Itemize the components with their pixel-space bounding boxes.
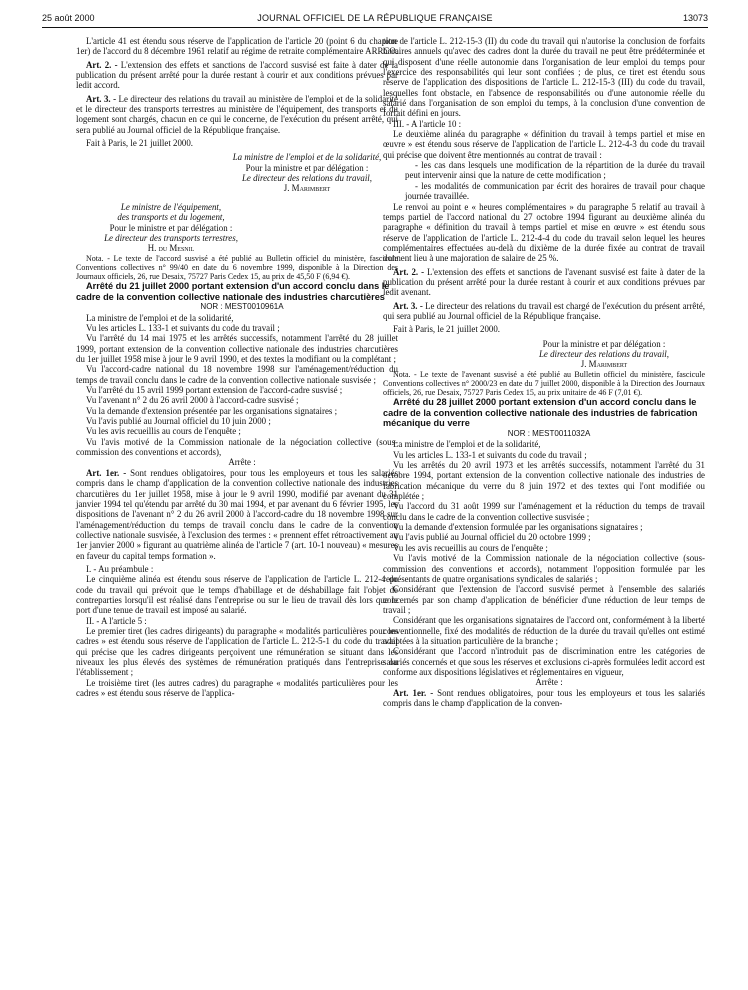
paragraph: Le deuxième alinéa du paragraphe « définition du travail à temps partiel et mise en œuvre » est étendu sous réserve de l'application de l'article L. 212-4-3 du code du travail qui précise que doivent être mentionnés au contrat de travail : [383,129,705,160]
arrete-heading: Arrête : [535,677,563,688]
article-1: Art. 1er. - Sont rendues obligatoires, pour tous les employeurs et tous les salariés compris dans le champ d'application de la conven- [383,687,705,708]
paragraph: L'article 41 est étendu sous réserve de l'application de l'article 20 (point 6 du chapitre 1er) de l'accord du 8 décembre 1961 relatif au régime de retraite complémentaire ARRCO. [76,36,398,57]
visa: Vu les articles L. 133-1 et suivants du code du travail ; [86,323,280,334]
nor-reference: NOR : MEST0011032A [507,429,591,439]
nota: Nota. - Le texte de l'avenant susvisé a été publié au Bulletin officiel du ministère, fascicule Conventions collectives n° 2000/23 en date du 7 juillet 2000, disponible à la Direction des Journaux officiels, 26, rue Desaix, 75727 Paris Cedex 15, au prix unitaire de 46 F (7,01 €). [383,369,705,398]
list-item: - les cas dans lesquels une modification de la répartition de la durée du travail peut intervenir ainsi que la nature de cette modification ; [405,160,705,181]
paragraph: Le renvoi au point e « heures complémentaires » du paragraphe 5 relatif au travail à temps partiel de l'accord national du 27 octobre 1994 figurant au deuxième alinéa du paragraphe « définition du travail à temps partiel et mise en œuvre » est étendu sous réserve de l'application de l'article L. 212-4-4 du code du travail selon lequel les heures complémentaires effectuées au-delà du dixième de la durée fixée au contrat de travail donnent lieu à une majoration de salaire de 25 %. [383,201,705,264]
decree-title: Arrêté du 28 juillet 2000 portant extension d'un accord conclu dans le cadre de la convention collective nationale des industries de fabrication mécanique du verre [383,397,698,429]
article-3: Art. 3. - Le directeur des relations du travail est chargé de l'exécution du présent arrêté, qui sera publié au Journal officiel de la République française. [383,300,705,321]
fait-a-paris: Fait à Paris, le 21 juillet 2000. [86,138,193,149]
visa: Vu les articles L. 133-1 et suivants du code du travail ; [393,449,587,460]
article-2: Art. 2. - L'extension des effets et sanctions de l'accord susvisé est faite à dater de la publication du présent arrêté pour la durée restant à courir et aux conditions prévues par ledit accord. [76,59,398,91]
nota: Nota. - Le texte de l'accord susvisé a été publié au Bulletin officiel du ministère, fascicule Conventions collectives n° 99/40 en date du 6 novembre 1999, disponible à la Direction des Journaux officiels, 26, rue Desaix, 75727 Paris Cedex 15, au prix de 45,50 F (6,94 €). [76,253,398,281]
visa: Vu l'arrêté du 15 avril 1999 portant extension de l'accord-cadre susvisé ; [86,385,343,396]
decree-title: Arrêté du 21 juillet 2000 portant extension d'un accord conclu dans le cadre de la convention collective nationale des industries charcutières [76,281,390,302]
visa: Vu les avis recueillis au cours de l'enquête ; [86,426,241,437]
visa: Vu l'avis publié au Journal officiel du 10 juin 2000 ; [86,416,271,427]
visa: Vu les avis recueillis au cours de l'enquête ; [393,542,548,553]
visa: Vu l'avis motivé de la Commission nationale de la négociation collective (sous-commission des conventions et accords), [76,436,398,458]
signature-block: Le ministre de l'équipement, des transports et du logement, Pour le ministre et par délégation : Le directeur des transports terrestres, H. du Mesnil [104,201,238,254]
visa: Vu la demande d'extension formulée par les organisations signataires ; [393,522,643,533]
visa: Vu l'avenant n° 2 du 26 avril 2000 à l'accord-cadre susvisé ; [86,395,299,406]
signature-block: La ministre de l'emploi et de la solidarité, Pour la ministre et par délégation : Le directeur des relations du travail, J. Marimbert [232,152,382,194]
section-heading: II. - A l'article 5 : [86,615,147,626]
visa: Vu la demande d'extension présentée par les organisations signataires ; [86,405,338,416]
nor-reference: NOR : MEST0010961A [200,302,284,312]
issue-date: 25 août 2000 [42,13,95,23]
considerant: Considérant que les organisations signataires de l'accord ont, conformément à la liberté conventionnelle, fixé des modalités de réduction de la durée du travail qu'elles ont estimé adaptées à la situation particulière de la branche ; [383,615,705,646]
paragraph: Le troisième tiret (les autres cadres) du paragraphe « modalités particulières pour les cadres » est étendu sous réserve de l'applica- [76,677,398,699]
header-rule [42,27,708,28]
paragraph: tion de l'article L. 212-15-3 (II) du code du travail qui n'autorise la conclusion de forfaits horaires annuels qu'avec des cadres dont la durée du travail ne peut être prédéterminée et qui disposent d'une réelle autonomie dans l'organisation de leur emploi du temps pour l'exercice des responsabilités qui leur sont confiées ; de plus, ce tiret est étendu sous réserve de l'application des dispositions de l'article L. 212-15-3 (III) du code du travail, lesquelles font obstacle, en l'absence de responsabilités ou d'une autonomie réelle du salarié dans l'organisation de son emploi du temps, à la conclusion d'une convention de forfait défini en jours. [383,36,705,119]
list-item: - les modalités de communication par écrit des horaires de travail pour chaque journée travaillée. [405,180,705,202]
left-column [76,36,398,698]
section-heading: III. - A l'article 10 : [393,118,462,129]
article-3: Art. 3. - Le directeur des relations du travail au ministère de l'emploi et de la solidarité et le directeur des transports terrestres au ministère de l'équipement, des transports et du logement sont chargés, chacun en ce qui le concerne, de l'exécution du présent arrêté, qui sera publié au Journal officiel de la République française. [76,93,398,135]
visa: Vu l'avis publié au Journal officiel du 20 octobre 1999 ; [393,532,591,543]
arrete-heading: Arrête : [228,457,256,468]
paragraph: Le cinquième alinéa est étendu sous réserve de l'application de l'article L. 212-4 du code du travail qui prévoit que le temps d'habillage et de déshabillage fait l'objet de contreparties lorsqu'il est réalisé dans l'entreprise ou sur le lieu de travail dès lors que le port d'une tenue de travail est imposé au salarié. [76,574,398,616]
section-heading: I. - Au préambule : [86,563,154,574]
visa: La ministre de l'emploi et de la solidarité, [86,312,234,323]
article-2: Art. 2. - L'extension des effets et sanctions de l'avenant susvisé est faite à dater de la publication du présent arrêté pour la durée restant à courir et aux conditions prévues par ledit avenant. [383,266,705,298]
visa: Vu les arrêtés du 20 avril 1973 et les arrêtés successifs, notamment l'arrêté du 31 octobre 1994, portant extension de la convention collective nationale des industries de fabrication mécanique du verre du 8 juin 1972 et des textes qui l'ont modifiée ou complétée ; [383,460,705,502]
visa: Vu l'accord-cadre national du 18 novembre 1998 sur l'aménagement/réduction du temps de travail conclu dans le cadre de la convention collective nationale susvisée ; [76,364,398,385]
considerant: Considérant que l'accord n'introduit pas de discrimination entre les catégories de salariés concernés et que sous les réserves et exclusions ci-après formulées ledit accord est conforme aux dispositions législatives et réglementaires en vigueur, [383,646,705,677]
article-1: Art. 1er. - Sont rendues obligatoires, pour tous les employeurs et tous les salariés compris dans le champ d'application de la convention collective nationale des industries charcutières du 1er juillet 1958, mise à jour le 9 avril 1990, modifié par avenant du 31 janvier 1994 tel qu'étendu par arrêté du 30 mai 1994, et par avenant du 6 février 1995, les dispositions de l'avenant n° 2 du 26 avril 2000 à l'accord-cadre du 18 novembre 1998 sur l'aménagement/réduction du temps de travail conclu dans le cadre de la convention collective nationale susvisée, à l'exclusion des termes : « prennent effet rétroactivement au 1er janvier 2000 » figurant au quatrième alinéa de l'article 7 (art. 10-1 nouveau) « mesures en faveur du capital temps formation ». [76,467,398,561]
page-number: 13073 [682,13,708,23]
visa: Vu l'arrêté du 14 mai 1975 et les arrêtés successifs, notamment l'arrêté du 28 juillet 1999, portant extension de la convention collective nationale des industries charcutières du 1er juillet 1958 mise à jour le 9 avril 1990, et des textes la modifiant ou la complétant ; [76,333,398,365]
visa: Vu l'avis motivé de la Commission nationale de la négociation collective (sous-commission des conventions et accords), notamment l'opposition formulée par les représentants de quatre organisations syndicales de salariés ; [383,553,705,584]
considerant: Considérant que l'extension de l'accord susvisé permet à l'ensemble des salariés concernés par son champ d'application de bénéficier d'une réduction de leur temps de travail ; [383,584,705,615]
paragraph: Le premier tiret (les cadres dirigeants) du paragraphe « modalités particulières pour les cadres » est étendu sous réserve de l'application de l'article L. 212-5-1 du code du travail qui précise que les cadres dirigeants perçoivent une rémunération se situant dans les niveaux les plus élevés des systèmes de rémunération pratiqués dans l'entreprise ou l'établissement ; [76,625,398,678]
fait-a-paris: Fait à Paris, le 21 juillet 2000. [393,324,500,335]
right-column [383,36,705,708]
journal-title: JOURNAL OFFICIEL DE LA RÉPUBLIQUE FRANÇAISE [257,13,493,23]
signature-block: Pour la ministre et par délégation : Le directeur des relations du travail, J. Marimbert [539,338,669,370]
visa: La ministre de l'emploi et de la solidarité, [393,439,541,450]
visa: Vu l'accord du 31 août 1999 sur l'aménagement et la réduction du temps de travail conclu dans le cadre de la convention collective susvisée ; [383,501,705,522]
